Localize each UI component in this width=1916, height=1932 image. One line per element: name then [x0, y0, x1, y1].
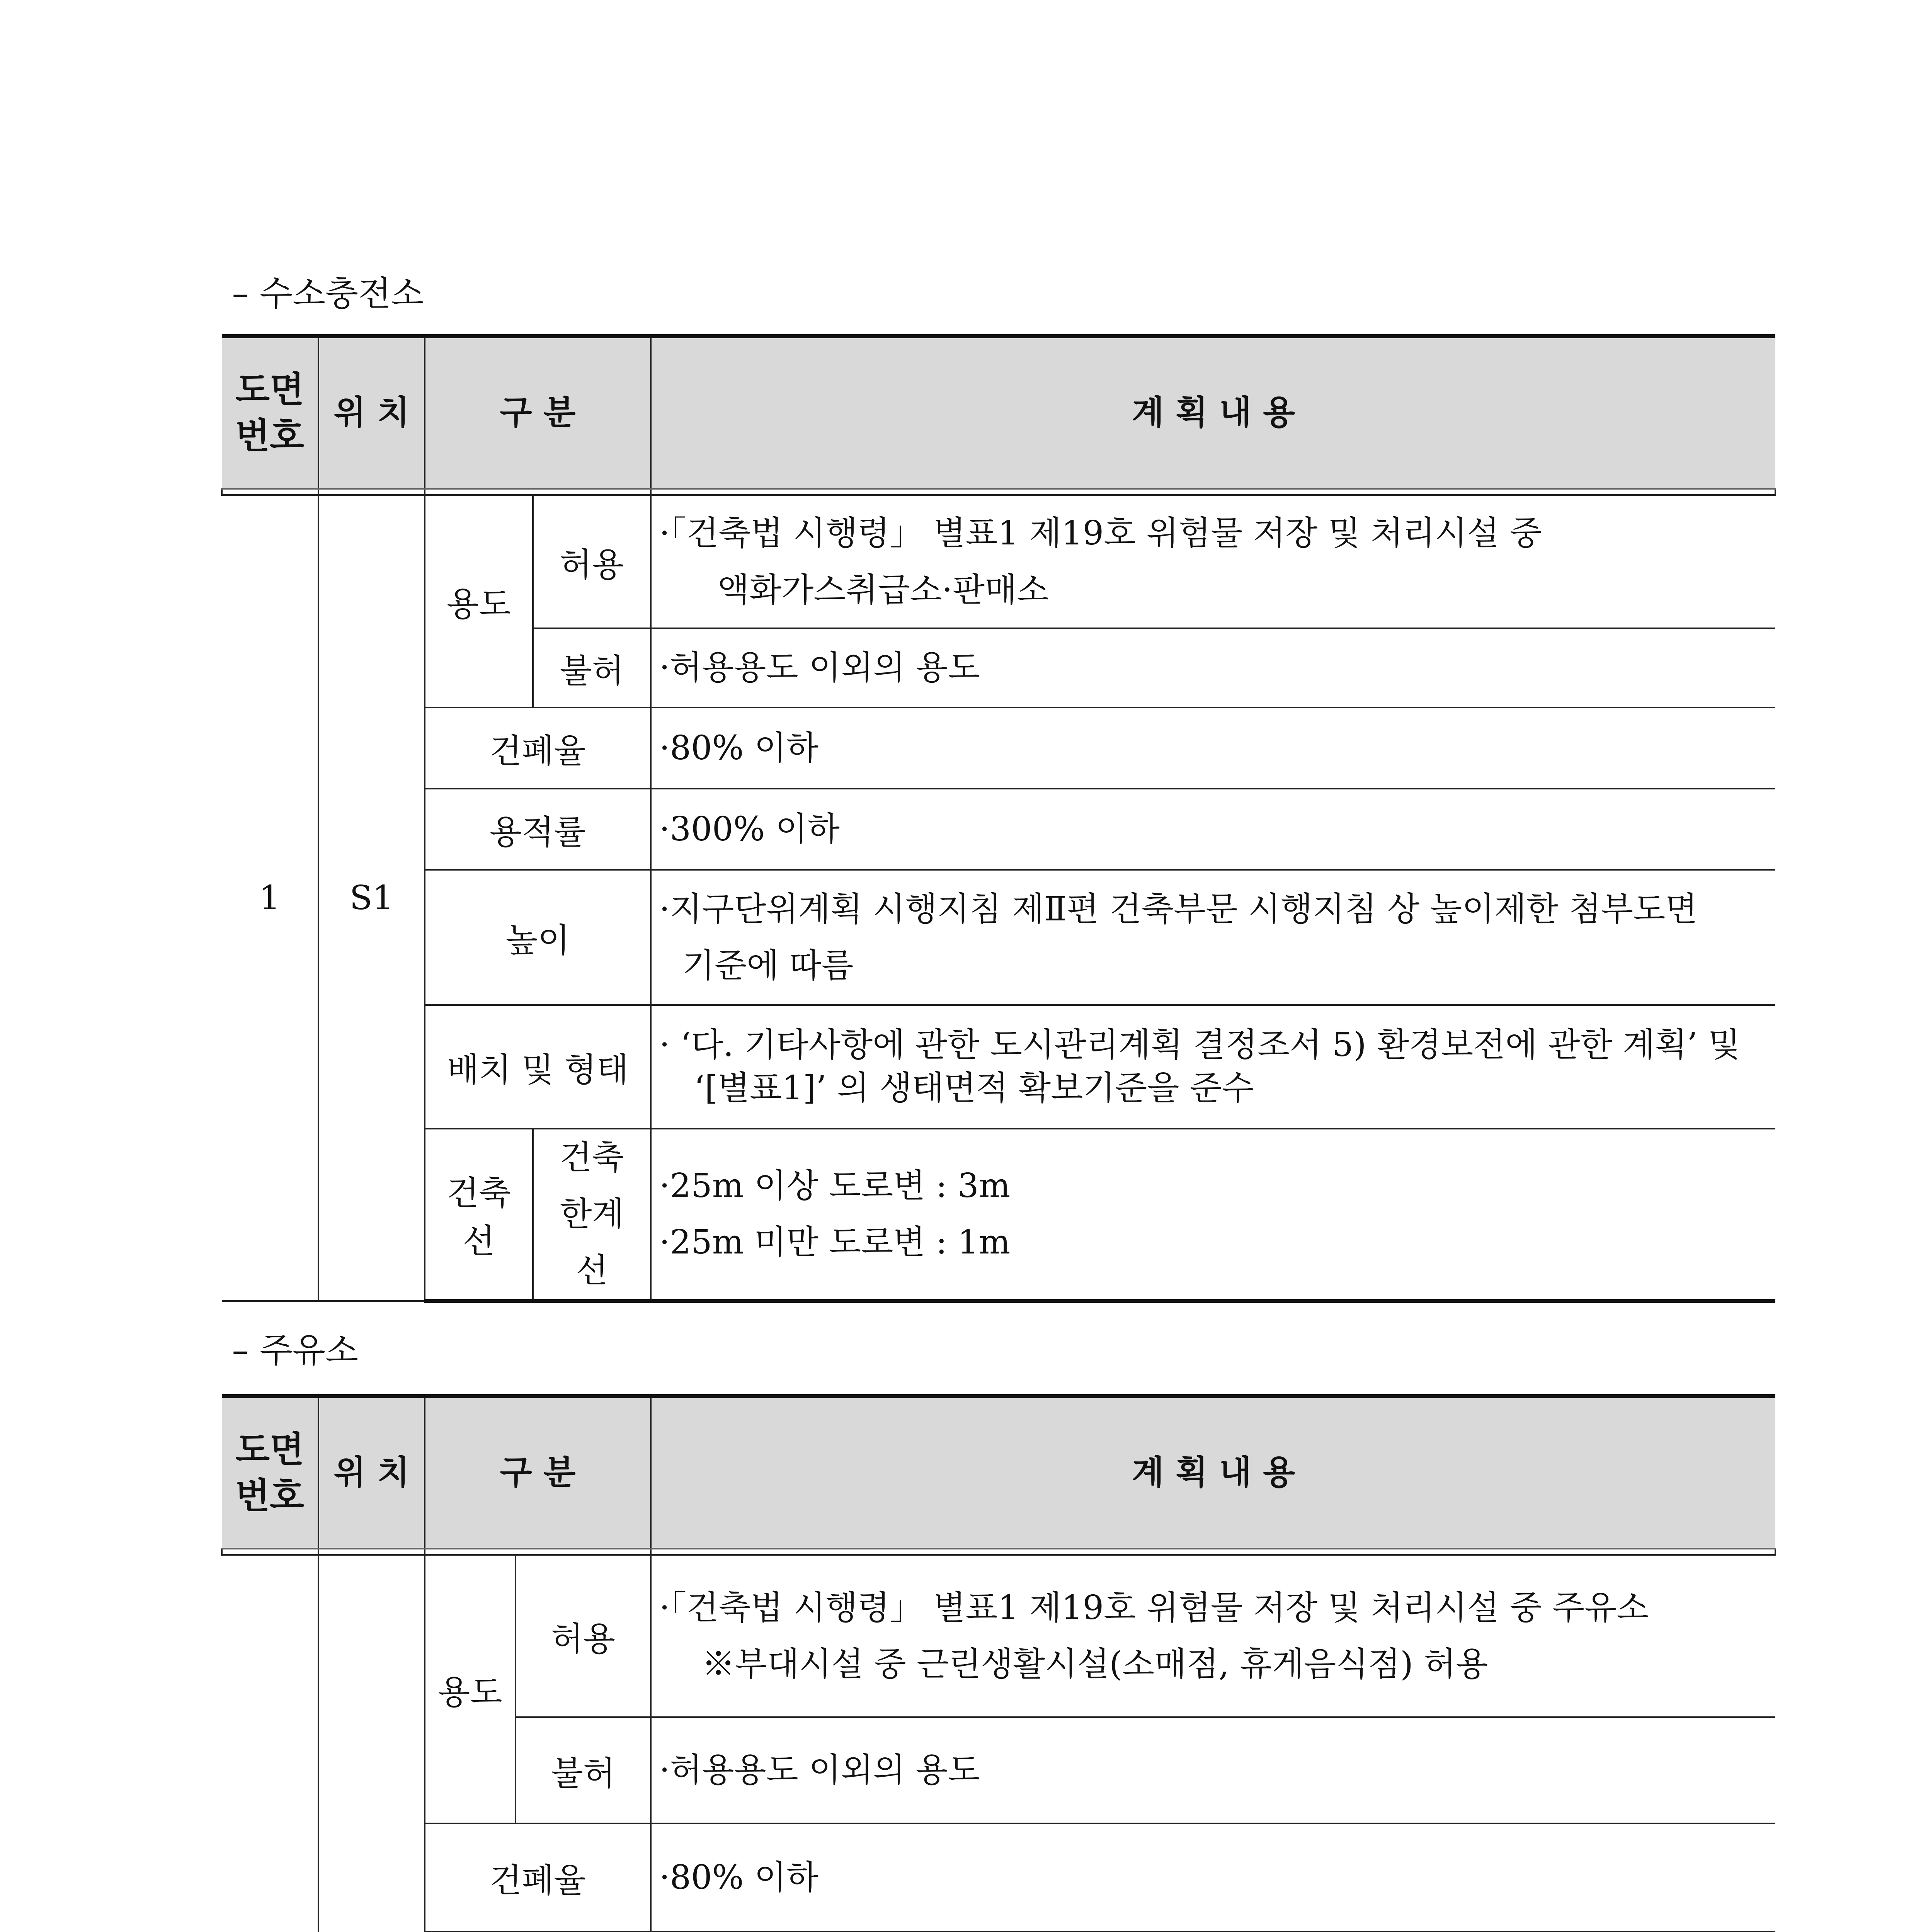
allow-label: 허용	[516, 1555, 651, 1717]
section-title-gas-station: – 주유소	[232, 1330, 358, 1370]
location-code: S1	[318, 495, 425, 1301]
drawing-number	[222, 1555, 318, 1932]
location-code	[318, 1555, 425, 1932]
deny-label: 불허	[533, 628, 651, 707]
layout-line-2: ‘[별표1]’ 의 생태면적 확보기준을 준수	[694, 1069, 1254, 1107]
header-plan-content: 계 획 내 용	[651, 1396, 1775, 1549]
building-line-1: ·25m 이상 도로변 : 3m	[659, 1167, 1011, 1206]
building-line-label: 건축선	[425, 1129, 533, 1301]
deny-label: 불허	[516, 1717, 651, 1823]
height-line-1: ·지구단위계획 시행지침 제Ⅱ편 건축부문 시행지침 상 높이제한 첨부도면	[659, 889, 1698, 929]
height-label: 높이	[425, 870, 651, 1005]
use-label: 용도	[425, 495, 533, 707]
height-line-2: 기준에 따름	[682, 946, 854, 985]
header-category: 구 분	[425, 336, 651, 489]
allow-label: 허용	[533, 495, 651, 628]
height-content	[651, 870, 1775, 1005]
allow-line-1: ·「건축법 시행령」 별표1 제19호 위험물 저장 및 처리시설 중	[659, 514, 1542, 553]
bcr-content: ·80% 이하	[651, 1823, 1775, 1932]
far-content: ·300% 이하	[651, 789, 1775, 870]
building-limit-line-label: 건축한계선	[533, 1129, 651, 1301]
use-label: 용도	[425, 1555, 516, 1823]
deny-content: ·허용용도 이외의 용도	[651, 1717, 1775, 1823]
header-drawing-no: 도면번호	[222, 336, 318, 489]
bcr-label: 건폐율	[425, 1823, 651, 1932]
layout-label: 배치 및 형태	[425, 1005, 651, 1129]
allow-content	[651, 495, 1775, 628]
section-title-hydrogen: – 수소충전소	[232, 274, 424, 313]
header-drawing-no: 도면번호	[222, 1396, 318, 1549]
header-category: 구 분	[425, 1396, 651, 1549]
header-location: 위 치	[318, 1396, 425, 1549]
building-line-content	[651, 1129, 1775, 1301]
bcr-label: 건폐율	[425, 707, 651, 789]
layout-line-1: · ‘다. 기타사항에 관한 도시관리계획 결정조서 5) 환경보전에 관한 계획’ 및	[659, 1026, 1741, 1065]
allow-line-2: ※부대시설 중 근린생활시설(소매점, 휴게음식점) 허용	[702, 1645, 1488, 1684]
allow-line-2: 액화가스취급소·판매소	[717, 570, 1049, 609]
hydrogen-station-table	[221, 334, 1776, 1303]
gas-station-table	[221, 1394, 1776, 1932]
allow-line-1: ·「건축법 시행령」 별표1 제19호 위험물 저장 및 처리시설 중 주유소	[659, 1588, 1649, 1627]
bcr-content: ·80% 이하	[651, 707, 1775, 789]
far-label: 용적률	[425, 789, 651, 870]
allow-content	[651, 1555, 1775, 1717]
building-line-2: ·25m 미만 도로변 : 1m	[659, 1223, 1011, 1262]
header-plan-content: 계 획 내 용	[651, 336, 1775, 489]
drawing-number: 1	[222, 495, 318, 1301]
header-location: 위 치	[318, 336, 425, 489]
deny-content: ·허용용도 이외의 용도	[651, 628, 1775, 707]
layout-content	[651, 1005, 1775, 1129]
